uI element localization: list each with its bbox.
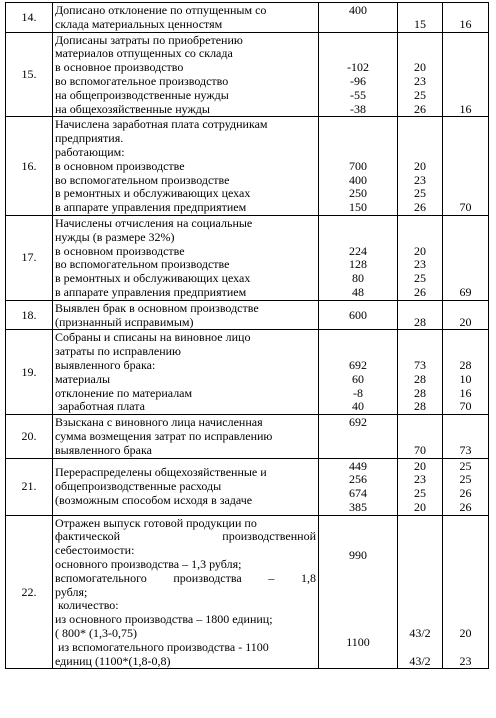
debit-account: 25: [414, 186, 426, 201]
debit-account: 70: [414, 442, 426, 457]
description-line: из основного производства – 1800 единиц;: [55, 612, 273, 627]
debit-account: 20: [414, 158, 426, 173]
row-number: 17.: [6, 215, 53, 300]
credit-account-cell: [443, 117, 489, 216]
description-line: (признанный исправимым): [55, 314, 194, 329]
credit-account: 16: [459, 101, 472, 116]
description-line: предприятия.: [55, 131, 124, 146]
description-line: работающим:: [55, 144, 125, 159]
description-line: Выявлен брак в основном производстве: [55, 300, 259, 315]
description-line: в основное производство: [55, 60, 184, 75]
amount-value: 224: [349, 243, 367, 258]
row-number: 16.: [6, 117, 53, 216]
amount-value: -96: [350, 73, 366, 88]
operation-description: [53, 32, 319, 117]
credit-account: 73: [459, 442, 472, 457]
operation-description: [53, 215, 319, 300]
debit-account: 20: [414, 499, 426, 514]
table-row: [6, 32, 489, 117]
amount-value: -55: [350, 87, 366, 102]
description-line: (возможным способом исходя в задаче: [55, 492, 253, 507]
description-line: единиц (1100*(1,8-0,8): [55, 653, 171, 668]
description-line: материалов отпущенных со склада: [55, 46, 233, 61]
amount-cell: [319, 515, 398, 669]
credit-account: 28: [459, 357, 472, 372]
amount-cell: [319, 117, 398, 216]
credit-account-cell: [443, 300, 489, 330]
amount-value: 385: [349, 499, 367, 514]
description-line: в аппарате управления предприятием: [55, 200, 247, 215]
amount-value: 990: [349, 548, 367, 563]
description-line: Отражен выпуск готовой продукции по: [55, 515, 257, 530]
operation-description: [53, 3, 319, 33]
description-line: Дописаны затраты по приобретению: [55, 32, 243, 47]
amount-value: 674: [349, 486, 367, 501]
operation-description: [53, 458, 319, 515]
debit-account: 43/2: [409, 653, 431, 668]
debit-account: 20: [414, 458, 426, 473]
description-line: на общепроизводственные нужды: [55, 87, 229, 102]
description-line: нужды (в размере 32%): [55, 229, 175, 244]
credit-account: 26: [459, 499, 472, 514]
debit-account-cell: [398, 3, 443, 33]
credit-account-cell: [443, 32, 489, 117]
debit-account: 26: [414, 284, 426, 299]
table-row: [6, 458, 489, 515]
credit-account-cell: [443, 458, 489, 515]
debit-account: 23: [414, 73, 426, 88]
amount-cell: [319, 458, 398, 515]
table-row: [6, 117, 489, 216]
credit-account: 23: [459, 653, 472, 668]
amount-value: 256: [349, 472, 367, 487]
debit-account: 43/2: [409, 626, 431, 641]
debit-account-cell: [398, 458, 443, 515]
credit-account: 16: [459, 385, 472, 400]
amount-cell: [319, 32, 398, 117]
credit-account: 25: [459, 472, 472, 487]
description-line: в аппарате управления предприятием: [55, 284, 247, 299]
debit-account: 15: [414, 16, 426, 31]
debit-account: 23: [414, 172, 426, 187]
amount-cell: [319, 300, 398, 330]
description-line: основного производства – 1,3 рубля;: [55, 557, 242, 572]
description-line: на общехозяйственные нужды: [55, 101, 210, 116]
description-line: в основном производстве: [55, 243, 185, 258]
debit-account: 20: [414, 243, 426, 258]
credit-account-cell: [443, 515, 489, 669]
amount-value: 700: [349, 158, 367, 173]
operation-description: [53, 330, 319, 415]
table-row: [6, 300, 489, 330]
table-row: [6, 415, 489, 458]
credit-account-cell: [443, 215, 489, 300]
description-line: во вспомогательном производстве: [55, 172, 230, 187]
debit-account: 28: [414, 314, 426, 329]
description-line: отклонение по материалам: [55, 385, 193, 400]
amount-value: 600: [349, 307, 367, 322]
row-number: 15.: [6, 32, 53, 117]
description-line: себестоимости:: [55, 543, 135, 558]
description-line: Перераспределены общехозяйственные и: [55, 465, 267, 480]
credit-account-cell: [443, 3, 489, 33]
amount-value: 250: [349, 186, 367, 201]
table-row: [6, 330, 489, 415]
description-line: материалы: [55, 371, 111, 386]
debit-account-cell: [398, 300, 443, 330]
amount-value: -102: [347, 60, 369, 75]
description-line: сумма возмещения затрат по исправлению: [55, 428, 273, 443]
amount-cell: [319, 3, 398, 33]
debit-account-cell: [398, 515, 443, 669]
operation-description: [53, 300, 319, 330]
description-line: Начислены отчисления на социальные: [55, 215, 253, 230]
amount-value: 60: [352, 371, 364, 386]
operation-description: [53, 515, 319, 669]
debit-account-cell: [398, 215, 443, 300]
debit-account: 25: [414, 87, 426, 102]
description-line: Собраны и списаны на виновное лицо: [55, 330, 251, 345]
row-number: 14.: [6, 3, 53, 33]
description-line: Дописано отклонение по отпущенным со: [55, 3, 267, 17]
debit-account: 20: [414, 60, 426, 75]
amount-value: 150: [349, 200, 367, 215]
row-number: 21.: [6, 458, 53, 515]
description-line: рубля;: [55, 584, 88, 599]
credit-account-cell: [443, 415, 489, 458]
credit-account: 10: [459, 371, 472, 386]
amount-cell: [319, 330, 398, 415]
amount-value: 692: [349, 357, 367, 372]
amount-value: 692: [349, 415, 367, 430]
amount-value: 1100: [346, 635, 370, 650]
description-line: из вспомогательного производства - 1100: [55, 639, 269, 654]
row-number: 20.: [6, 415, 53, 458]
credit-account-cell: [443, 330, 489, 415]
description-line: общепроизводственные расходы: [55, 479, 222, 494]
description-line: ( 800* (1,3-0,75): [55, 626, 137, 641]
description-line: затраты по исправлению: [55, 344, 182, 359]
amount-value: 400: [349, 172, 367, 187]
credit-account: 20: [459, 626, 472, 641]
debit-account: 28: [414, 399, 426, 414]
table-row: [6, 3, 489, 33]
credit-account: 26: [459, 486, 472, 501]
amount-value: 40: [352, 399, 364, 414]
description-line: склада материальных ценностям: [55, 16, 223, 31]
debit-account: 26: [414, 200, 426, 215]
debit-account: 28: [414, 385, 426, 400]
description-line: в ремонтных и обслуживающих цехах: [55, 186, 251, 201]
description-line: в ремонтных и обслуживающих цехах: [55, 271, 251, 286]
amount-cell: [319, 215, 398, 300]
debit-account: 23: [414, 257, 426, 272]
debit-account: 25: [414, 486, 426, 501]
debit-account: 23: [414, 472, 426, 487]
row-number: 19.: [6, 330, 53, 415]
amount-value: 449: [349, 458, 367, 473]
description-line: выявленного брака: [55, 442, 152, 457]
posting-journal-table: [5, 2, 489, 669]
description-line: в основном производстве: [55, 158, 185, 173]
debit-account: 28: [414, 371, 426, 386]
amount-value: -8: [353, 385, 363, 400]
table-row: [6, 515, 489, 669]
description-line: Взыскана с виновного лица начисленная: [55, 415, 263, 430]
credit-account: 16: [459, 16, 472, 31]
credit-account: 25: [459, 458, 472, 473]
amount-value: -38: [350, 101, 366, 116]
debit-account-cell: [398, 32, 443, 117]
debit-account-cell: [398, 330, 443, 415]
debit-account: 26: [414, 101, 426, 116]
amount-value: 80: [352, 271, 364, 286]
debit-account-cell: [398, 117, 443, 216]
table-row: [6, 215, 489, 300]
description-line: количество:: [55, 598, 119, 613]
operation-description: [53, 117, 319, 216]
description-line: Начислена заработная плата сотрудникам: [55, 117, 268, 132]
credit-account: 70: [459, 200, 472, 215]
description-line: во вспомогательное производство: [55, 73, 229, 88]
amount-value: 400: [349, 3, 367, 17]
amount-value: 128: [349, 257, 367, 272]
operation-description: [53, 415, 319, 458]
amount-value: 48: [352, 284, 364, 299]
row-number: 18.: [6, 300, 53, 330]
credit-account: 20: [459, 314, 472, 329]
description-line: во вспомогательном производстве: [55, 257, 230, 272]
credit-account: 70: [459, 399, 472, 414]
credit-account: 69: [459, 284, 472, 299]
row-number: 22.: [6, 515, 53, 669]
debit-account: 25: [414, 271, 426, 286]
debit-account-cell: [398, 415, 443, 458]
description-line: заработная плата: [55, 399, 145, 414]
amount-cell: [319, 415, 398, 458]
description-line: вспомогательного производства – 1,8: [55, 570, 316, 585]
debit-account: 73: [414, 357, 426, 372]
description-line: фактической производственной: [55, 529, 316, 544]
description-line: выявленного брака:: [55, 357, 156, 372]
